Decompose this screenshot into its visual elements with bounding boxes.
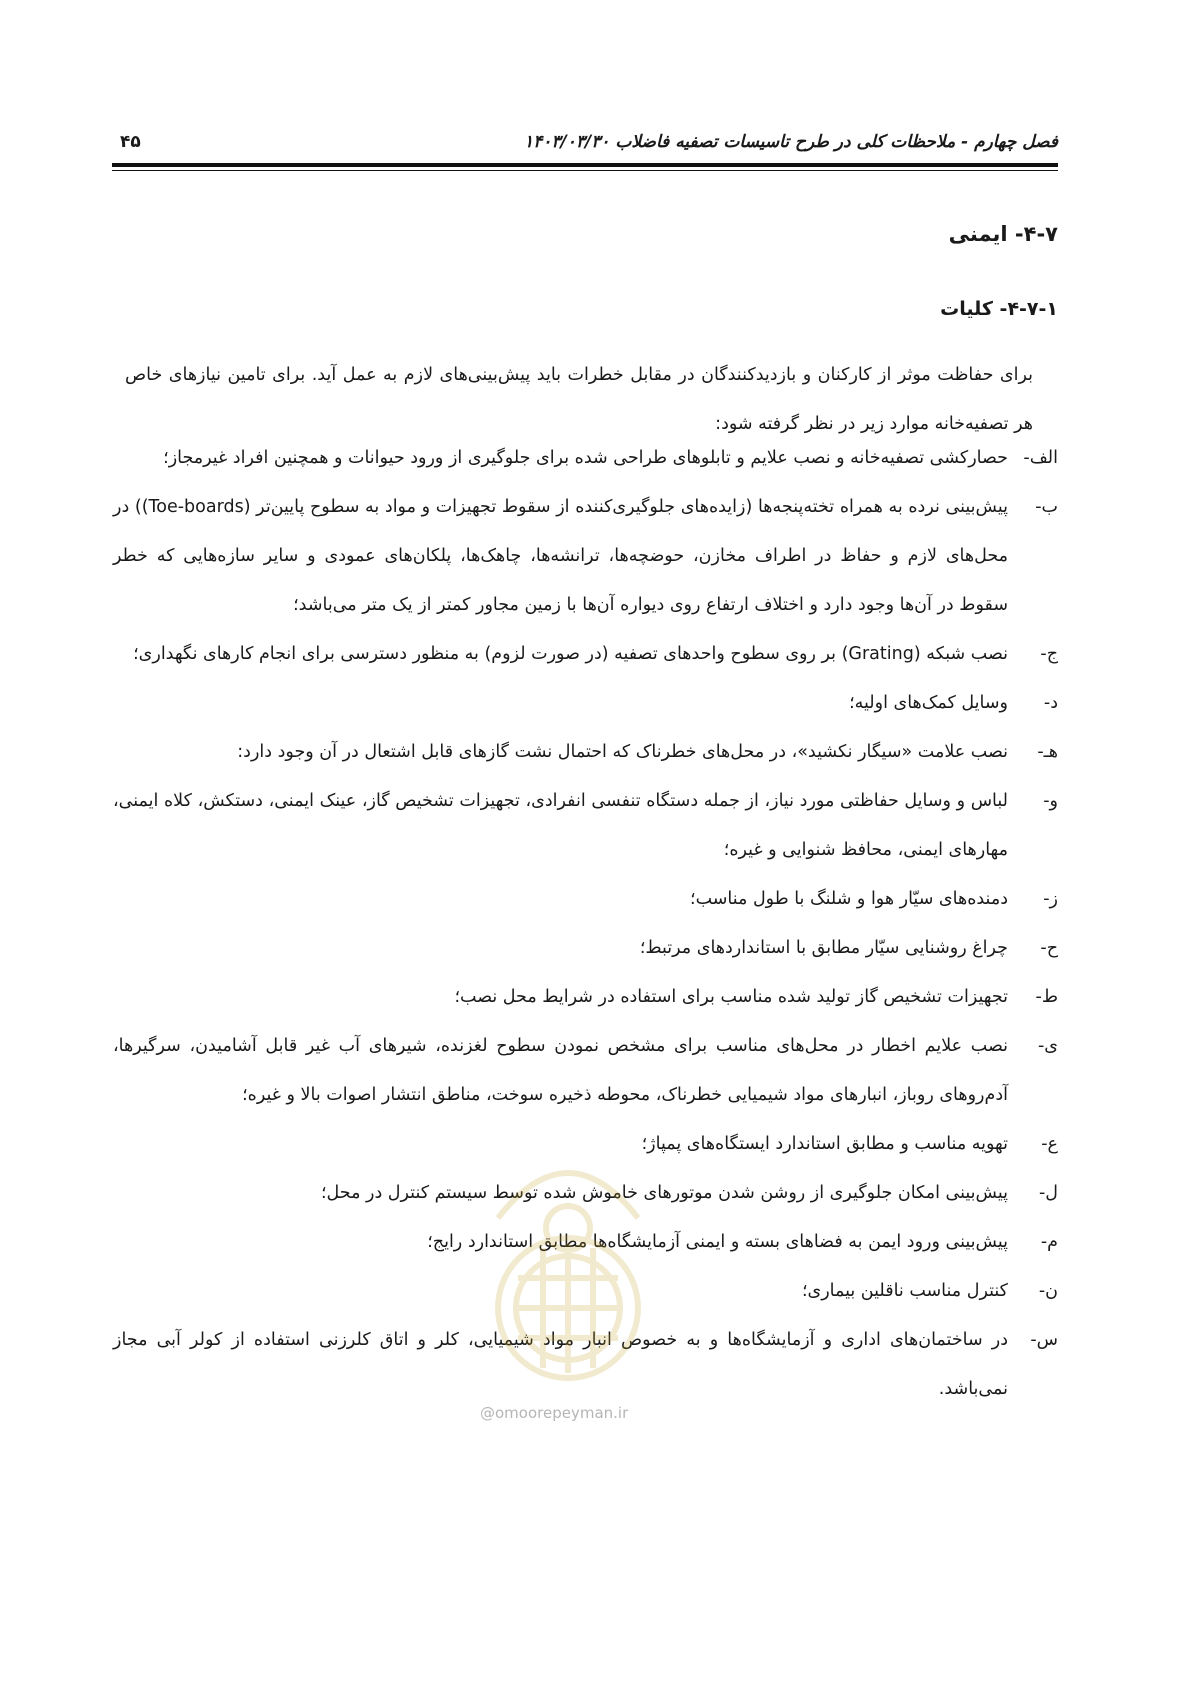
safety-requirements-list bbox=[113, 434, 1058, 1414]
header-rule-thick bbox=[112, 163, 1058, 167]
list-item bbox=[113, 1169, 1058, 1218]
item-marker: ع- bbox=[1041, 1134, 1058, 1154]
list-item bbox=[113, 1267, 1058, 1316]
item-marker: د- bbox=[1043, 693, 1058, 713]
list-item bbox=[113, 483, 1058, 630]
item-marker: ب- bbox=[1035, 497, 1058, 517]
item-marker: ل- bbox=[1038, 1183, 1058, 1203]
item-text: نصب شبکه (Grating) بر روی سطوح واحدهای تصفیه (در صورت لزوم) به منظور دسترسی برای انجام کارهای نگهداری؛ bbox=[133, 644, 1008, 664]
header-rule-thin bbox=[112, 170, 1058, 171]
header-title: فصل چهارم - ملاحظات کلی در طرح تاسیسات تصفیه فاضلاب ۱۴۰۳/۰۳/۳۰ bbox=[524, 132, 1058, 152]
item-text: تهویه مناسب و مطابق استاندارد ایستگاه‌های پمپاژ؛ bbox=[641, 1134, 1008, 1154]
item-text: لباس و وسایل حفاظتی مورد نیاز، از جمله دستگاه تنفسی انفرادی، تجهیزات تشخیص گاز، عینک ایمنی، دستکش، کلاه ایمنی، مهارهای ایمنی، محافظ شنوایی و غیره؛ bbox=[113, 791, 1008, 860]
item-text: حصارکشی تصفیه‌خانه و نصب علایم و تابلوهای طراحی شده برای جلوگیری از ورود حیوانات و همچنین افراد غیرمجاز؛ bbox=[163, 448, 1008, 468]
item-text: پیش‌بینی ورود ایمن به فضاهای بسته و ایمنی آزمایشگاه‌ها مطابق استاندارد رایج؛ bbox=[427, 1232, 1008, 1252]
item-marker: ح- bbox=[1040, 938, 1058, 958]
item-marker: س- bbox=[1030, 1330, 1058, 1350]
page-number: ۴۵ bbox=[120, 132, 141, 152]
item-marker: ی- bbox=[1037, 1036, 1058, 1056]
list-item bbox=[113, 1022, 1058, 1120]
item-marker: هـ- bbox=[1037, 742, 1058, 762]
list-item bbox=[113, 777, 1058, 875]
item-marker: ن- bbox=[1038, 1281, 1058, 1301]
subsection-heading: ۴-۷-۱- کلیات bbox=[940, 298, 1058, 320]
list-item bbox=[113, 924, 1058, 973]
watermark-text: @omoorepeyman.ir bbox=[480, 1404, 629, 1422]
list-item bbox=[113, 973, 1058, 1022]
intro-paragraph: برای حفاظت موثر از کارکنان و بازدیدکنندگان در مقابل خطرات باید پیش‌بینی‌های لازم به عمل آید. برای تامین نیازهای خاص هر تصفیه‌خانه موارد زیر در نظر گرفته شود: bbox=[125, 365, 1033, 434]
running-header bbox=[112, 128, 1058, 160]
section-heading: ۴-۷- ایمنی bbox=[948, 222, 1058, 246]
list-item bbox=[113, 728, 1058, 777]
item-marker: م- bbox=[1040, 1232, 1058, 1252]
item-marker: ز- bbox=[1043, 889, 1058, 909]
list-item bbox=[113, 1120, 1058, 1169]
list-item bbox=[113, 630, 1058, 679]
item-text: کنترل مناسب ناقلین بیماری؛ bbox=[801, 1281, 1008, 1301]
item-text: چراغ روشنایی سیّار مطابق با استانداردهای مرتبط؛ bbox=[639, 938, 1008, 958]
list-item bbox=[113, 1316, 1058, 1414]
item-marker: ط- bbox=[1035, 987, 1058, 1007]
item-text: نصب علامت «سیگار نکشید»، در محل‌های خطرناک که احتمال نشت گازهای قابل اشتعال در آن وجود دارد: bbox=[237, 742, 1008, 762]
list-item bbox=[113, 875, 1058, 924]
item-marker: و- bbox=[1043, 791, 1058, 811]
item-marker: ج- bbox=[1040, 644, 1058, 664]
item-text: در ساختمان‌های اداری و آزمایشگاه‌ها و به خصوص انبار مواد شیمیایی، کلر و اتاق کلرزنی استفاده از کولر آبی مجاز نمی‌باشد. bbox=[113, 1330, 1008, 1399]
item-text: پیش‌بینی امکان جلوگیری از روشن شدن موتورهای خاموش شده توسط سیستم کنترل در محل؛ bbox=[320, 1183, 1008, 1203]
list-item bbox=[113, 1218, 1058, 1267]
list-item bbox=[113, 679, 1058, 728]
item-text: وسایل کمک‌های اولیه؛ bbox=[849, 693, 1008, 713]
item-marker: الف- bbox=[1023, 448, 1058, 468]
item-text: پیش‌بینی نرده به همراه تخته‌پنجه‌ها (زایده‌های جلوگیری‌کننده از سقوط تجهیزات و مواد به سطوح پایین‌تر (Toe-boards)) در محل‌های لازم و حفاظ در اطراف مخازن، حوضچه‌ها، ترانشه‌ها، چاهک‌ها، پلکان‌های عمودی و سایر سازه‌هایی که خطر سقوط در آن‌ها وجود دارد و اختلاف ارتفاع روی دیواره آن‌ها با زمین مجاور کمتر از یک متر می‌باشد؛ bbox=[113, 497, 1008, 615]
item-text: نصب علایم اخطار در محل‌های مناسب برای مشخص نمودن سطوح لغزنده، شیرهای آب غیر قابل آشامیدن، سرگیرها، آدم‌روهای روباز، انبارهای مواد شیمیایی خطرناک، محوطه ذخیره سوخت، مناطق انتشار اصوات بالا و غیره؛ bbox=[113, 1036, 1008, 1105]
list-item bbox=[113, 434, 1058, 483]
item-text: تجهیزات تشخیص گاز تولید شده مناسب برای استفاده در شرایط محل نصب؛ bbox=[454, 987, 1008, 1007]
item-text: دمنده‌های سیّار هوا و شلنگ با طول مناسب؛ bbox=[690, 889, 1008, 909]
